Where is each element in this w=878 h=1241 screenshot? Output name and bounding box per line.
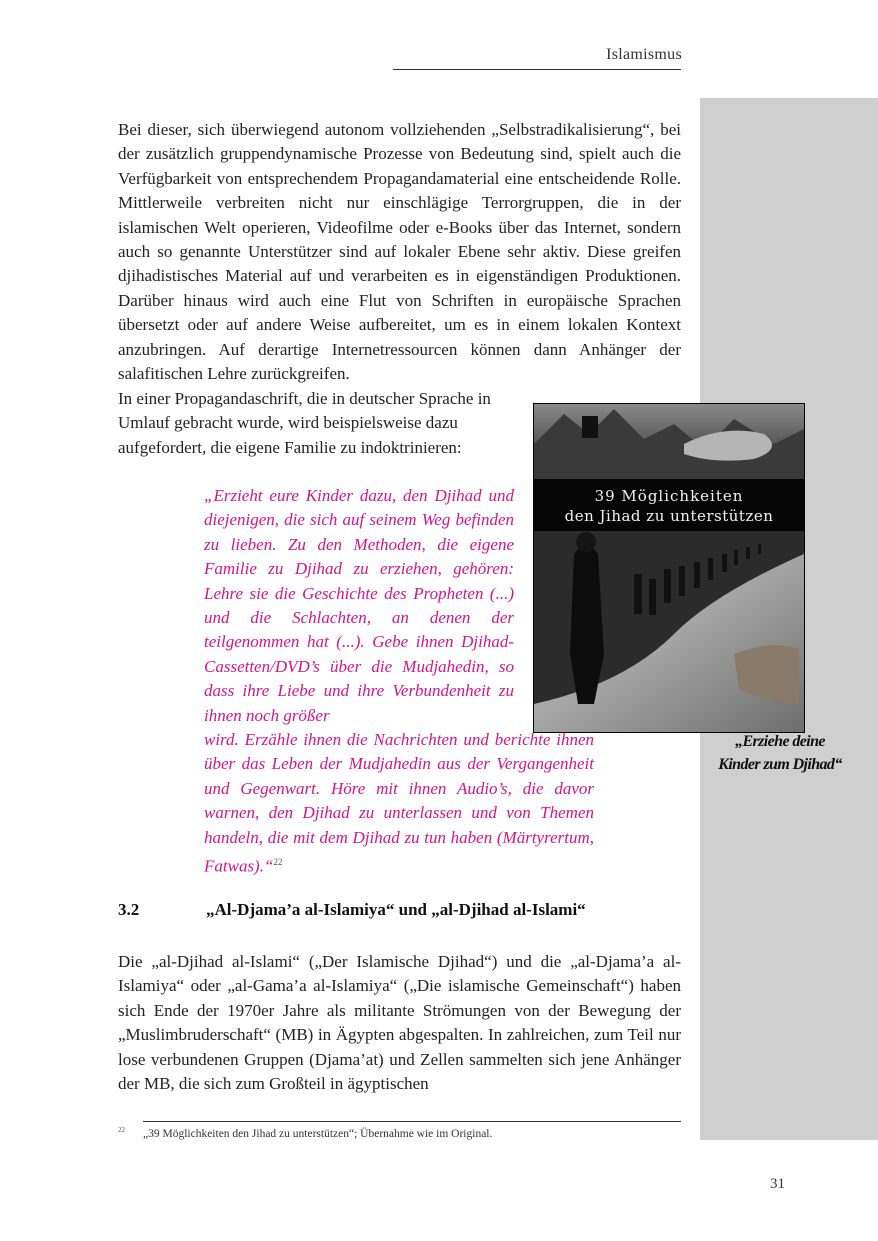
footnote-rule — [143, 1121, 681, 1122]
section-paragraph: Die „al-Djihad al-Islami“ („Der Islamische Djihad“) und die „al-Djama’a al-Islamiya“ oder „al-Gama’a al-Islamiya“ („Die islamische Gemeinschaft“) haben sich Ende der 1970er Jahre als militante Strömungen von der Bewegung der „Muslimbruderschaft“ (MB) in Ägypten abgespalten. In zahlreichen, zum Teil nur lose verbundenen Gruppen (Djama’at) und Zellen sammelten sich jene Anhänger der MB, die sich zum Großteil in ägyptischen — [118, 952, 681, 1094]
section-title: „Al-Djama’a al-Islamiya“ und „al-Djihad al-Islami“ — [206, 900, 586, 919]
quote-part2 — [204, 728, 594, 879]
footnote-text: „39 Möglichkeiten den Jihad zu unterstützen“; Übernahme wie im Original. — [143, 1128, 493, 1140]
figure-caption: „Erziehe deine Kinder zum Djihad“ — [718, 733, 842, 773]
footnote-number: 22 — [118, 1126, 125, 1134]
running-header: Islamismus — [606, 46, 682, 63]
page-number: 31 — [770, 1176, 785, 1192]
footnote-ref[interactable]: 22 — [273, 857, 283, 868]
quote-part2-text: wird. Erzähle ihnen die Nachrichten und berichte ihnen über das Leben der Mudjahedin aus der Vergangenheit und Gegenwart. Höre mit ihnen Audio’s, die davor warnen, den Djihad zu unterlassen und von Themen handeln, die mit dem Djihad zu tun haben (Märtyrertum, Fatwas).“ — [204, 730, 594, 876]
section-number: 3.2 — [118, 900, 140, 919]
intro-paragraph-tail: In einer Propagandaschrift, die in deutscher Sprache in Umlauf gebracht wurde, wird beispielsweise dazu aufgefordert, die eigene Familie zu indoktrinieren: — [118, 389, 491, 457]
propaganda-cover-image — [533, 403, 805, 733]
header-rule — [393, 69, 681, 70]
cover-title-line1: 39 Möglichkeiten — [594, 487, 744, 505]
cover-title-line2: den Jihad zu unterstützen — [564, 507, 774, 525]
quote-part1: „Erzieht eure Kinder dazu, den Djihad und diejenigen, die sich auf seinem Weg befinden zu lieben. Zu den Methoden, die eigene Familie zu Djihad zu erziehen, gehören: Lehre sie die Geschichte des Propheten (...) und die Schlachten, an denen der teilgenommen hat (...). Gebe ihnen Djihad-Cassetten/DVD’s über die Mudjahedin, so dass ihre Liebe und ihre Verbundenheit zu ihnen noch größer — [204, 486, 514, 725]
intro-paragraph: Bei dieser, sich überwiegend autonom vollziehenden „Selbstradikalisierung“, bei der zusätzlich gruppendynamische Prozesse von Bedeutung sind, spielt auch die Verfügbarkeit von entsprechendem Propagandamaterial eine entscheidende Rolle. Mittlerweile verbreiten nicht nur einschlägige Terrorgruppen, die in der islamischen Welt operieren, Videofilme oder e-Books über das Internet, sondern auch so genannte Unterstützer sind auf lokaler Ebene sehr aktiv. Diese greifen djihadistisches Material auf und verarbeiten es in eigenständigen Produktionen. Darüber hinaus wird auch eine Flut von Schriften in europäische Sprachen übersetzt oder auf andere Weise aufbereitet, um es in einem lokalen Kontext anzubringen. Auf derartige Internetressourcen können dann Anhänger der salafitischen Lehre zurückgreifen. — [118, 120, 681, 384]
cover-illustration — [534, 404, 804, 732]
